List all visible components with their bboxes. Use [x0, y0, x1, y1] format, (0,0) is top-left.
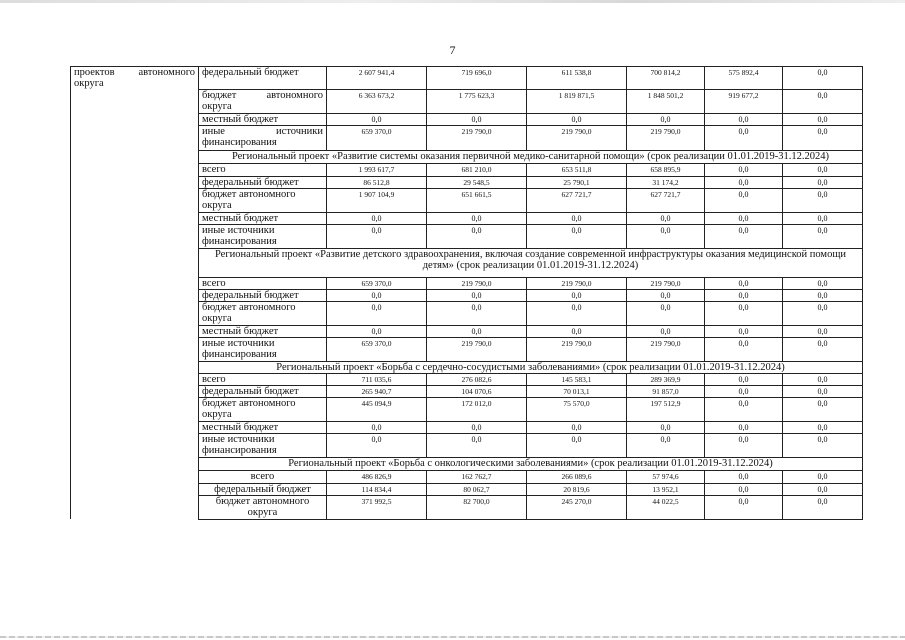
row-label [199, 421, 327, 433]
group-spacer-cell [71, 337, 199, 361]
value-cell: 0,0 [705, 176, 783, 188]
group-spacer-cell [71, 176, 199, 188]
group-spacer-cell [71, 150, 199, 163]
value-cell: 0,0 [705, 433, 783, 457]
group-spacer-cell [71, 385, 199, 397]
value-cell: 0,0 [783, 385, 863, 397]
value-cell: 0,0 [327, 224, 427, 248]
group-spacer-cell [71, 163, 199, 176]
value-cell: 0,0 [327, 433, 427, 457]
value-cell: 658 895,9 [627, 163, 705, 176]
value-cell: 0,0 [527, 421, 627, 433]
value-cell: 0,0 [627, 325, 705, 337]
row-label-text: всего [202, 163, 226, 175]
group-spacer-cell [71, 483, 199, 495]
value-cell: 29 548,5 [427, 176, 527, 188]
row-label [199, 125, 327, 150]
value-cell: 289 369,9 [627, 373, 705, 385]
value-cell: 0,0 [783, 421, 863, 433]
value-cell: 0,0 [705, 163, 783, 176]
project-title: Региональный проект «Борьба с сердечно-сосудистыми заболеваниями» (срок реализации 01.01.2019-31.12.2024) [199, 361, 863, 373]
value-cell: 172 012,0 [427, 397, 527, 421]
value-cell: 486 826,9 [327, 470, 427, 483]
row-label [199, 301, 327, 325]
value-cell: 219 790,0 [427, 337, 527, 361]
value-cell: 0,0 [783, 89, 863, 113]
row-label-text: федеральный бюджет [214, 483, 311, 495]
value-cell: 0,0 [705, 337, 783, 361]
row-label-text: иные источники финансирования [202, 125, 323, 148]
value-cell: 0,0 [783, 483, 863, 495]
value-cell: 659 370,0 [327, 337, 427, 361]
group-spacer-cell [71, 301, 199, 325]
value-cell: 245 270,0 [527, 495, 627, 519]
row-label [199, 277, 327, 289]
group-spacer-cell [71, 113, 199, 125]
table-body [71, 67, 863, 520]
value-cell: 0,0 [705, 421, 783, 433]
row-label-text: местный бюджет [202, 421, 279, 433]
group-spacer-cell [71, 248, 199, 277]
value-cell: 0,0 [705, 385, 783, 397]
value-cell: 2 607 941,4 [327, 67, 427, 90]
row-label [199, 337, 327, 361]
page-number: 7 [449, 43, 456, 57]
value-cell: 0,0 [705, 289, 783, 301]
value-cell: 0,0 [327, 113, 427, 125]
row-label [199, 212, 327, 224]
project-group-label [71, 67, 199, 90]
row-label [199, 495, 327, 519]
value-cell: 265 940,7 [327, 385, 427, 397]
value-cell: 0,0 [705, 495, 783, 519]
table-row [71, 385, 863, 397]
project-title: Региональный проект «Развитие системы оказания первичной медико-санитарной помощи» (срок реализации 01.01.2019-31.12.2024) [199, 150, 863, 163]
value-cell: 0,0 [783, 113, 863, 125]
value-cell: 0,0 [627, 224, 705, 248]
value-cell: 80 062,7 [427, 483, 527, 495]
table-row [71, 289, 863, 301]
table-row [71, 397, 863, 421]
group-spacer-cell [71, 125, 199, 150]
group-spacer-cell [71, 224, 199, 248]
row-label-text: иные источники финансирования [202, 224, 277, 247]
value-cell: 611 538,8 [527, 67, 627, 90]
value-cell: 0,0 [427, 301, 527, 325]
value-cell: 1 819 871,5 [527, 89, 627, 113]
value-cell: 0,0 [527, 224, 627, 248]
value-cell: 0,0 [705, 224, 783, 248]
row-label [199, 289, 327, 301]
value-cell: 651 661,5 [427, 188, 527, 212]
value-cell: 1 907 104,9 [327, 188, 427, 212]
row-label-text: федеральный бюджет [202, 385, 299, 397]
value-cell: 711 035,6 [327, 373, 427, 385]
value-cell: 627 721,7 [527, 188, 627, 212]
value-cell: 0,0 [783, 289, 863, 301]
value-cell: 0,0 [783, 176, 863, 188]
value-cell: 0,0 [783, 188, 863, 212]
value-cell: 0,0 [783, 212, 863, 224]
project-title-row [71, 248, 863, 277]
value-cell: 0,0 [705, 277, 783, 289]
value-cell: 0,0 [783, 224, 863, 248]
row-label [199, 176, 327, 188]
row-label [199, 113, 327, 125]
value-cell: 20 819,6 [527, 483, 627, 495]
value-cell: 219 790,0 [627, 277, 705, 289]
value-cell: 0,0 [705, 397, 783, 421]
value-cell: 13 952,1 [627, 483, 705, 495]
value-cell: 0,0 [783, 337, 863, 361]
value-cell: 0,0 [705, 325, 783, 337]
value-cell: 6 363 673,2 [327, 89, 427, 113]
row-label [199, 67, 327, 90]
value-cell: 0,0 [705, 113, 783, 125]
table-row [71, 163, 863, 176]
row-label [199, 224, 327, 248]
row-label-text: иные источники финансирования [202, 433, 277, 456]
value-cell: 575 892,4 [705, 67, 783, 90]
value-cell: 0,0 [783, 433, 863, 457]
group-spacer-cell [71, 89, 199, 113]
value-cell: 0,0 [783, 277, 863, 289]
value-cell: 0,0 [627, 289, 705, 301]
row-label [199, 163, 327, 176]
value-cell: 0,0 [327, 212, 427, 224]
scan-edge-top [0, 0, 905, 3]
value-cell: 0,0 [705, 470, 783, 483]
value-cell: 0,0 [783, 67, 863, 90]
value-cell: 70 013,1 [527, 385, 627, 397]
value-cell: 700 814,2 [627, 67, 705, 90]
row-label-text: бюджет автономного округа [202, 188, 296, 211]
table-row [71, 212, 863, 224]
value-cell: 0,0 [327, 421, 427, 433]
table-row [71, 337, 863, 361]
row-label-text: всего [202, 373, 226, 385]
group-spacer-cell [71, 470, 199, 483]
value-cell: 276 082,6 [427, 373, 527, 385]
value-cell: 719 696,0 [427, 67, 527, 90]
value-cell: 0,0 [627, 113, 705, 125]
value-cell: 0,0 [627, 212, 705, 224]
value-cell: 0,0 [783, 163, 863, 176]
row-label [199, 188, 327, 212]
value-cell: 0,0 [327, 301, 427, 325]
value-cell: 114 834,4 [327, 483, 427, 495]
table-row [71, 188, 863, 212]
value-cell: 1 993 617,7 [327, 163, 427, 176]
row-label [199, 325, 327, 337]
table-row [71, 301, 863, 325]
value-cell: 681 210,0 [427, 163, 527, 176]
row-label-text: всего [202, 277, 226, 289]
value-cell: 919 677,2 [705, 89, 783, 113]
value-cell: 0,0 [527, 325, 627, 337]
row-label-text: местный бюджет [202, 113, 279, 125]
table-row [71, 224, 863, 248]
value-cell: 0,0 [783, 470, 863, 483]
table-row [71, 421, 863, 433]
table-row [71, 325, 863, 337]
row-label-text: бюджет автономного округа [202, 397, 296, 420]
value-cell: 0,0 [427, 289, 527, 301]
group-label-part: проектов [74, 67, 115, 78]
group-spacer-cell [71, 361, 199, 373]
value-cell: 219 790,0 [527, 125, 627, 150]
value-cell: 0,0 [705, 125, 783, 150]
table-row [71, 125, 863, 150]
group-spacer-cell [71, 421, 199, 433]
value-cell: 0,0 [627, 301, 705, 325]
value-cell: 145 583,1 [527, 373, 627, 385]
value-cell: 371 992,5 [327, 495, 427, 519]
group-spacer-cell [71, 277, 199, 289]
project-title-row [71, 361, 863, 373]
value-cell: 82 700,0 [427, 495, 527, 519]
value-cell: 0,0 [527, 113, 627, 125]
value-cell: 0,0 [627, 421, 705, 433]
value-cell: 219 790,0 [427, 277, 527, 289]
value-cell: 25 790,1 [527, 176, 627, 188]
table-row [71, 433, 863, 457]
value-cell: 659 370,0 [327, 277, 427, 289]
value-cell: 1 775 623,3 [427, 89, 527, 113]
group-spacer-cell [71, 373, 199, 385]
value-cell: 0,0 [427, 325, 527, 337]
row-label [199, 373, 327, 385]
value-cell: 266 089,6 [527, 470, 627, 483]
value-cell: 197 512,9 [627, 397, 705, 421]
group-spacer-cell [71, 188, 199, 212]
group-spacer-cell [71, 495, 199, 519]
value-cell: 0,0 [705, 373, 783, 385]
table-row [71, 67, 863, 90]
row-label-text: иные источники финансирования [202, 337, 277, 360]
value-cell: 219 790,0 [527, 337, 627, 361]
value-cell: 0,0 [427, 113, 527, 125]
row-label [199, 89, 327, 113]
row-label-text: бюджет автономного округа [202, 89, 323, 112]
value-cell: 659 370,0 [327, 125, 427, 150]
value-cell: 219 790,0 [527, 277, 627, 289]
project-title: Региональный проект «Борьба с онкологическими заболеваниями» (срок реализации 01.01.2019-31.12.2024) [199, 457, 863, 470]
value-cell: 57 974,6 [627, 470, 705, 483]
value-cell: 0,0 [427, 421, 527, 433]
value-cell: 0,0 [705, 212, 783, 224]
value-cell: 0,0 [783, 125, 863, 150]
value-cell: 0,0 [427, 433, 527, 457]
value-cell: 0,0 [427, 224, 527, 248]
project-title: Региональный проект «Развитие детского здравоохранения, включая создание современной инфраструктуры оказания медицинской помощи детям» (срок реализации 01.01.2019-31.12.2024) [199, 248, 863, 277]
row-label-text: бюджет автономного округа [202, 301, 296, 324]
table-row [71, 495, 863, 519]
table-row [71, 373, 863, 385]
row-label [199, 470, 327, 483]
row-label-text: федеральный бюджет [202, 176, 299, 188]
value-cell: 627 721,7 [627, 188, 705, 212]
row-label [199, 483, 327, 495]
table-row [71, 176, 863, 188]
row-label-text: бюджет автономного округа [215, 495, 310, 518]
project-title-row [71, 457, 863, 470]
value-cell: 219 790,0 [627, 337, 705, 361]
row-label [199, 385, 327, 397]
group-spacer-cell [71, 397, 199, 421]
value-cell: 0,0 [527, 289, 627, 301]
value-cell: 75 570,0 [527, 397, 627, 421]
value-cell: 0,0 [783, 373, 863, 385]
value-cell: 91 857,0 [627, 385, 705, 397]
table-row [71, 277, 863, 289]
value-cell: 0,0 [705, 188, 783, 212]
value-cell: 0,0 [627, 433, 705, 457]
value-cell: 0,0 [527, 301, 627, 325]
table-row [71, 483, 863, 495]
group-spacer-cell [71, 457, 199, 470]
value-cell: 1 848 501,2 [627, 89, 705, 113]
value-cell: 0,0 [705, 301, 783, 325]
value-cell: 0,0 [327, 325, 427, 337]
value-cell: 0,0 [783, 397, 863, 421]
value-cell: 162 762,7 [427, 470, 527, 483]
value-cell: 0,0 [327, 289, 427, 301]
row-label-text: всего [250, 470, 275, 482]
value-cell: 86 512,8 [327, 176, 427, 188]
value-cell: 104 070,6 [427, 385, 527, 397]
row-label-text: федеральный бюджет [202, 67, 299, 78]
row-label [199, 433, 327, 457]
value-cell: 219 790,0 [627, 125, 705, 150]
group-spacer-cell [71, 433, 199, 457]
group-label-part: автономного [138, 67, 195, 78]
value-cell: 0,0 [527, 212, 627, 224]
value-cell: 0,0 [705, 483, 783, 495]
project-title-row [71, 150, 863, 163]
group-label-part: округа [74, 78, 104, 89]
group-spacer-cell [71, 212, 199, 224]
table-row [71, 89, 863, 113]
value-cell: 219 790,0 [427, 125, 527, 150]
scan-edge-bottom [0, 636, 905, 638]
row-label-text: федеральный бюджет [202, 289, 299, 301]
row-label [199, 397, 327, 421]
value-cell: 445 094,9 [327, 397, 427, 421]
value-cell: 0,0 [527, 433, 627, 457]
value-cell: 0,0 [783, 301, 863, 325]
table-row [71, 113, 863, 125]
value-cell: 31 174,2 [627, 176, 705, 188]
value-cell: 44 022,5 [627, 495, 705, 519]
table-row [71, 470, 863, 483]
value-cell: 0,0 [783, 325, 863, 337]
budget-table [70, 66, 863, 520]
value-cell: 0,0 [427, 212, 527, 224]
row-label-text: местный бюджет [202, 212, 279, 224]
value-cell: 653 511,8 [527, 163, 627, 176]
group-spacer-cell [71, 289, 199, 301]
row-label-text: местный бюджет [202, 325, 279, 337]
group-spacer-cell [71, 325, 199, 337]
value-cell: 0,0 [783, 495, 863, 519]
